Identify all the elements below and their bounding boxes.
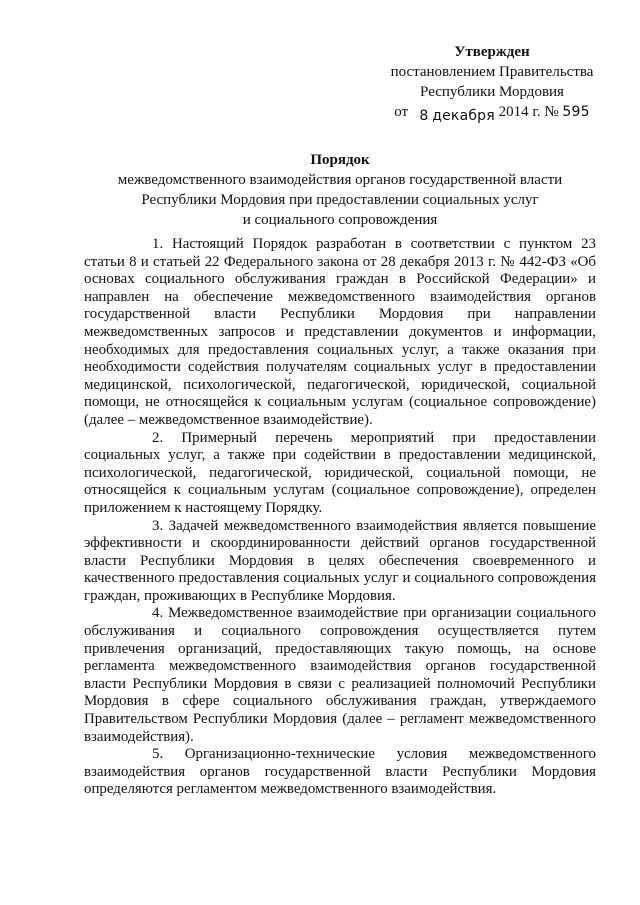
document-body [84,236,596,799]
paragraph-number: 1. [152,236,164,252]
approval-number: 595 [562,104,590,120]
paragraph-text: Организационно-технические условия межведомственного взаимодействия органов государственной власти Республики Мордовия определяются регламентом межведомственного взаимодействия. [84,746,596,798]
approved-label: Утвержден [454,44,530,60]
approval-date-line [372,102,612,122]
paragraph-3 [84,518,596,606]
paragraph-text: Настоящий Порядок разработан в соответствии с пунктом 23 статьи 8 и статьей 22 Федерального закона от 28 декабря 2013 г. № 442-ФЗ «Об основах социального обслуживания граждан в Российской Федерации» и направлен на обеспечение межведомственного взаимодействия органов государственной власти Республики Мордовия при направлении межведомственных запросов и представлении документов и информации, необходимых для предоставления социальных услуг, а также оказания при необходимости содействия получателям социальных услуг в предоставлении медицинской, психологической, педагогической, юридической, социальной помощи, не относящейся к социальным услугам (социальное сопровождение) (далее – межведомственное взаимодействие). [84,236,596,428]
paragraph-text: Задачей межведомственного взаимодействия является повышение эффективности и скоординированности действий органов государственной власти Республики Мордовия в целях обеспечения своевременного и качественного предоставления социальных услуг и социального сопровождения граждан, проживающих в Республике Мордовия. [84,517,596,604]
paragraph-text: Межведомственное взаимодействие при организации социального обслуживания и социального сопровождения осуществляется путем привлечения организаций, предоставляющих такую помощь, на основе регламента межведомственного взаимодействия органов государственной власти Республики Мордовия в связи с реализацией полномочий Республики Мордовия в сфере социального обслуживания граждан, утверждаемого Правительством Республики Мордовия (далее – регламент межведомственного взаимодействия). [84,605,596,745]
paragraph-text: Примерный перечень мероприятий при предоставлении социальных услуг, а также при содействии в предоставлении медицинской, психологической, педагогической, юридической, социальной помощи, не относящейся к социальным услугам (социальное сопровождение), определен приложением к настоящему Порядку. [84,429,596,516]
approval-day: 8 [419,108,429,124]
approval-month: декабря [432,108,495,124]
paragraph-number: 2. [152,429,164,446]
document-title [60,150,620,230]
paragraph-5 [84,746,596,799]
approval-line-1: постановлением Правительства [390,64,594,80]
paragraph-number: 3. [152,517,164,534]
title-line-1: межведомственного взаимодействия органов государственной власти [117,172,563,188]
title-line-3: и социального сопровождения [242,212,438,228]
paragraph-1 [84,236,596,430]
paragraph-number: 4. [152,605,164,622]
approval-from: от [394,104,409,120]
title-line-2: Республики Мордовия при предоставлении социальных услуг [141,192,539,208]
approval-year: 2014 г. [498,104,541,120]
approval-line-2: Республики Мордовия [420,84,564,100]
paragraph-number: 5. [152,746,164,763]
paragraph-4 [84,605,596,746]
approval-number-sign: № [544,104,559,120]
title-heading: Порядок [310,152,370,168]
approval-stamp [372,42,612,122]
paragraph-2 [84,430,596,518]
